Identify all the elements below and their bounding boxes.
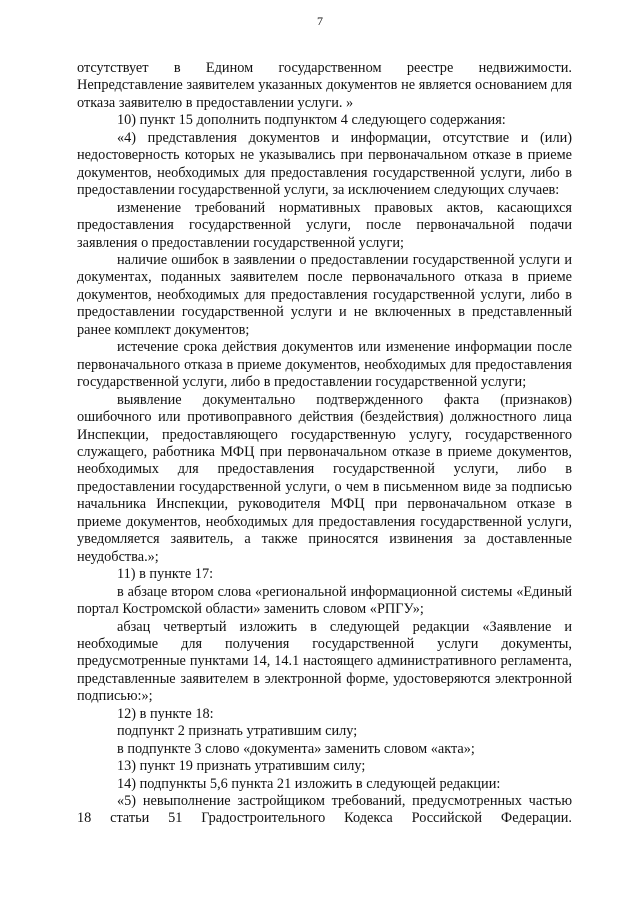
paragraph: изменение требований нормативных правовых актов, касающихся предоставления государственной услуги, после первоначальной подачи заявления о предоставлении государственной услуги; <box>77 199 572 251</box>
paragraph: абзац четвертый изложить в следующей редакции «Заявление и необходимые для получения государственной услуги документы, предусмотренные пунктами 14, 14.1 настоящего административного регламента, представленные заявителем в электронной форме, удостоверяются электронной подписью:»; <box>77 618 572 705</box>
paragraph: 14) подпункты 5,6 пункта 21 изложить в следующей редакции: <box>117 775 501 792</box>
paragraph: «4) представления документов и информации, отсутствие и (или) недостоверность которых не указывались при первоначальном отказе в приеме документов, необходимых для предоставления государственной услуги, либо в предоставлении государственной услуги, за исключением следующих случаев: <box>77 129 572 199</box>
paragraph: 11) в пункте 17: <box>117 566 214 583</box>
paragraph: «5) невыполнение застройщиком требований, предусмотренных частью 18 статьи 51 Градостроительного Кодекса Российской Федерации. <box>77 793 572 827</box>
document-body <box>77 60 572 828</box>
paragraph: истечение срока действия документов или изменение информации после первоначального отказа в приеме документов, необходимых для предоставления государственной услуги, либо в предоставлении государственной услуги; <box>77 339 572 391</box>
paragraph: 13) пункт 19 признать утратившим силу; <box>117 758 366 775</box>
paragraph: выявление документально подтвержденного факта (признаков) ошибочного или противоправного действия (бездействия) должностного лица Инспекции, предоставляющего государственную услугу, государственного служащего, работника МФЦ при первоначальном отказе в приеме документов, необходимых для предоставления государственной услуги, либо в предоставлении государственной услуги, о чем в письменном виде за подписью начальника Инспекции, руководителя МФЦ при первоначальном отказе в приеме документов, необходимых для предоставления государственной услуги, уведомляется заявитель, а также приносятся извинения за доставленные неудобства.»; <box>77 391 572 565</box>
paragraph: в абзаце втором слова «региональной информационной системы «Единый портал Костромской области» заменить словом «РПГУ»; <box>77 583 572 618</box>
paragraph: отсутствует в Едином государственном реестре недвижимости. Непредставление заявителем указанных документов не является основанием для отказа заявителю в предоставлении услуги. » <box>77 60 572 111</box>
paragraph: наличие ошибок в заявлении о предоставлении государственной услуги и документах, поданных заявителем после первоначального отказа в приеме документов, необходимых для предоставления государственной услуги, либо в предоставлении государственной услуги и не включенных в представленный ранее комплект документов; <box>77 251 572 338</box>
paragraph: в подпункте 3 слово «документа» заменить словом «акта»; <box>117 740 475 757</box>
paragraph: 12) в пункте 18: <box>117 705 214 722</box>
paragraph: подпункт 2 признать утратившим силу; <box>117 723 358 740</box>
paragraph: 10) пункт 15 дополнить подпунктом 4 следующего содержания: <box>117 112 506 129</box>
page-number: 7 <box>317 14 323 28</box>
